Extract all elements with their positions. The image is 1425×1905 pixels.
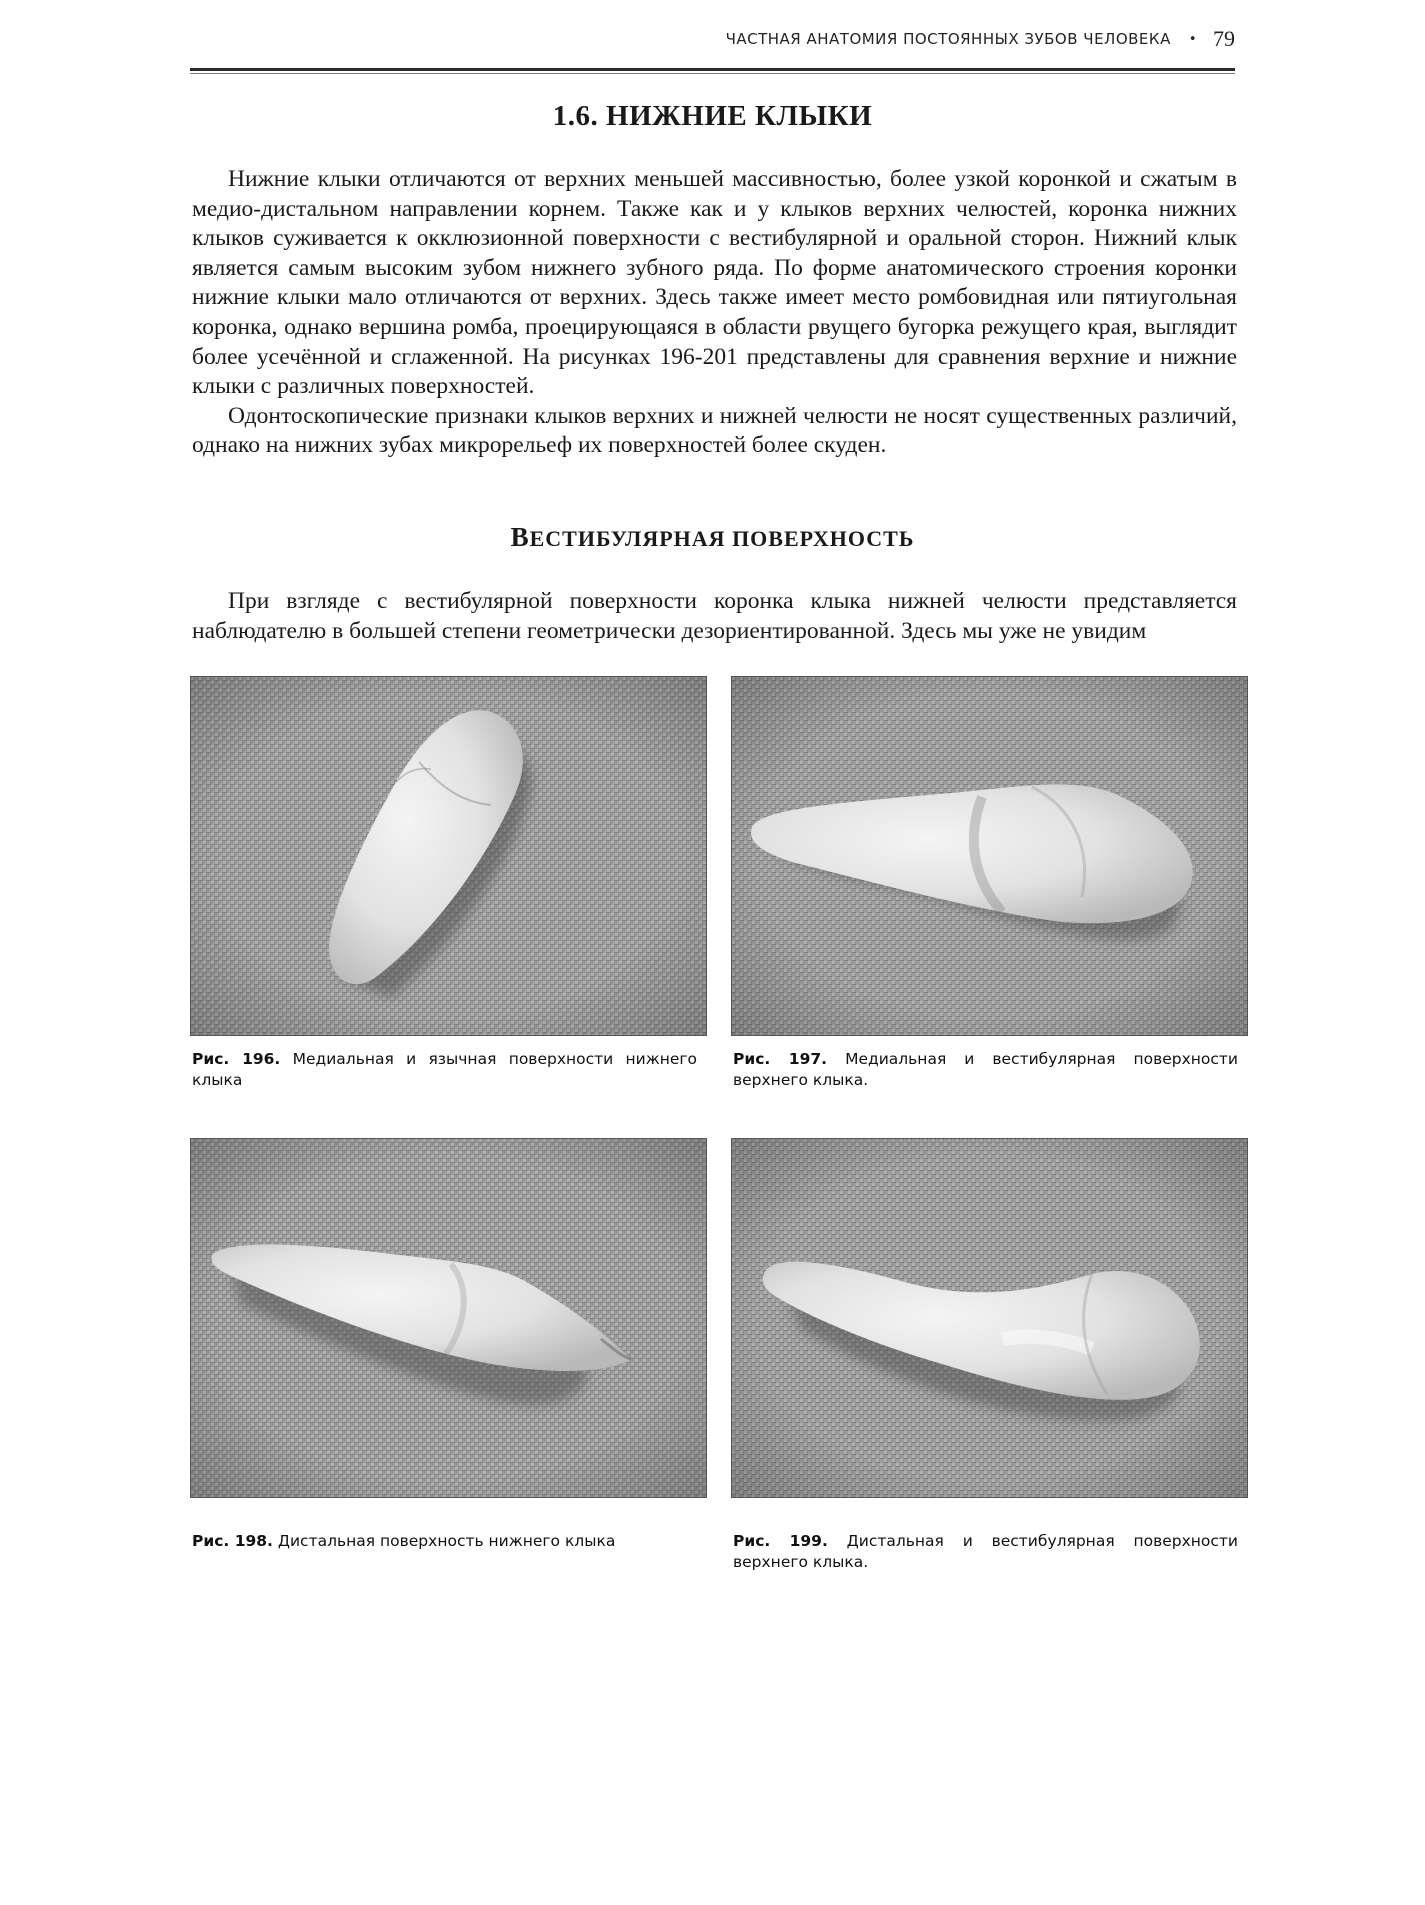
- running-title: ЧАСТНАЯ АНАТОМИЯ ПОСТОЯННЫХ ЗУБОВ ЧЕЛОВЕКА: [725, 30, 1171, 48]
- figure-198-text: Дистальная поверхность нижнего клыка: [272, 1532, 616, 1550]
- lower-canine-medial-lingual-image: [191, 677, 706, 1035]
- header-rule-thin: [190, 73, 1235, 74]
- figure-196-text: Медиальная и язычная поверхности нижнего клыка: [192, 1050, 697, 1089]
- figure-198-caption: [192, 1531, 697, 1552]
- figure-198-photo: [190, 1138, 707, 1498]
- header-bullet: •: [1188, 32, 1197, 47]
- figure-197-label: Рис. 197.: [733, 1050, 828, 1068]
- paragraph-1: Нижние клыки отличаются от верхних меньшей массивностью, более узкой коронкой и сжатым в медио-дистальном направлении корнем. Также как и у клыков верхних челюстей, коронка нижних клыков суживается к окклюзионной поверхности с вестибулярной и оральной сторон. Нижний клык является самым высоким зубом нижнего зубного ряда. По форме анатомического строения коронки нижние клыки мало отличаются от верхних. Здесь также имеет место ромбовидная или пятиугольная коронка, однако вершина ромба, проецирующаяся в области рвущего бугорка режущего края, выглядит более усечённой и сглаженной. На рисунках 196-201 представлены для сравнения верхние и нижние клыки с различных поверхностей.: [192, 166, 1237, 400]
- figure-198-label: Рис. 198.: [192, 1532, 273, 1550]
- lower-canine-distal-image: [191, 1139, 706, 1497]
- header-rule: [190, 68, 1235, 71]
- figure-199-photo: [731, 1138, 1248, 1498]
- subsection-title-initial: В: [510, 522, 530, 552]
- figure-196-photo: [190, 676, 707, 1036]
- figure-199-caption: [733, 1531, 1238, 1573]
- upper-canine-distal-vestibular-image: [732, 1139, 1247, 1497]
- figure-196-caption: [192, 1049, 697, 1091]
- subsection-title-rest: ЕСТИБУЛЯРНАЯ ПОВЕРХНОСТЬ: [529, 526, 915, 551]
- figure-196-label: Рис. 196.: [192, 1050, 281, 1068]
- vestibular-text: [192, 587, 1237, 646]
- paragraph-3: При взгляде с вестибулярной поверхности коронка клыка нижней челюсти представляется наблюдателю в большей степени геометрически дезориентированной. Здесь мы уже не увидим: [192, 588, 1237, 644]
- paragraph-2: Одонтоскопические признаки клыков верхних и нижней челюсти не носят существенных различий, однако на нижних зубах микрорельеф их поверхностей более скуден.: [192, 402, 1237, 459]
- subsection-title: [190, 522, 1235, 553]
- figure-199-text: Дистальная и вестибулярная поверхности верхнего клыка.: [733, 1532, 1238, 1571]
- figure-197-caption: [733, 1049, 1238, 1091]
- figure-197-text: Медиальная и вестибулярная поверхности верхнего клыка.: [733, 1050, 1239, 1089]
- running-header: [0, 26, 1235, 52]
- page-number: 79: [1213, 26, 1235, 51]
- figure-199-label: Рис. 199.: [733, 1532, 828, 1550]
- upper-canine-medial-vestibular-image: [732, 677, 1247, 1035]
- section-title: 1.6. НИЖНИЕ КЛЫКИ: [552, 100, 873, 132]
- figure-197-photo: [731, 676, 1248, 1036]
- intro-text: [192, 165, 1237, 461]
